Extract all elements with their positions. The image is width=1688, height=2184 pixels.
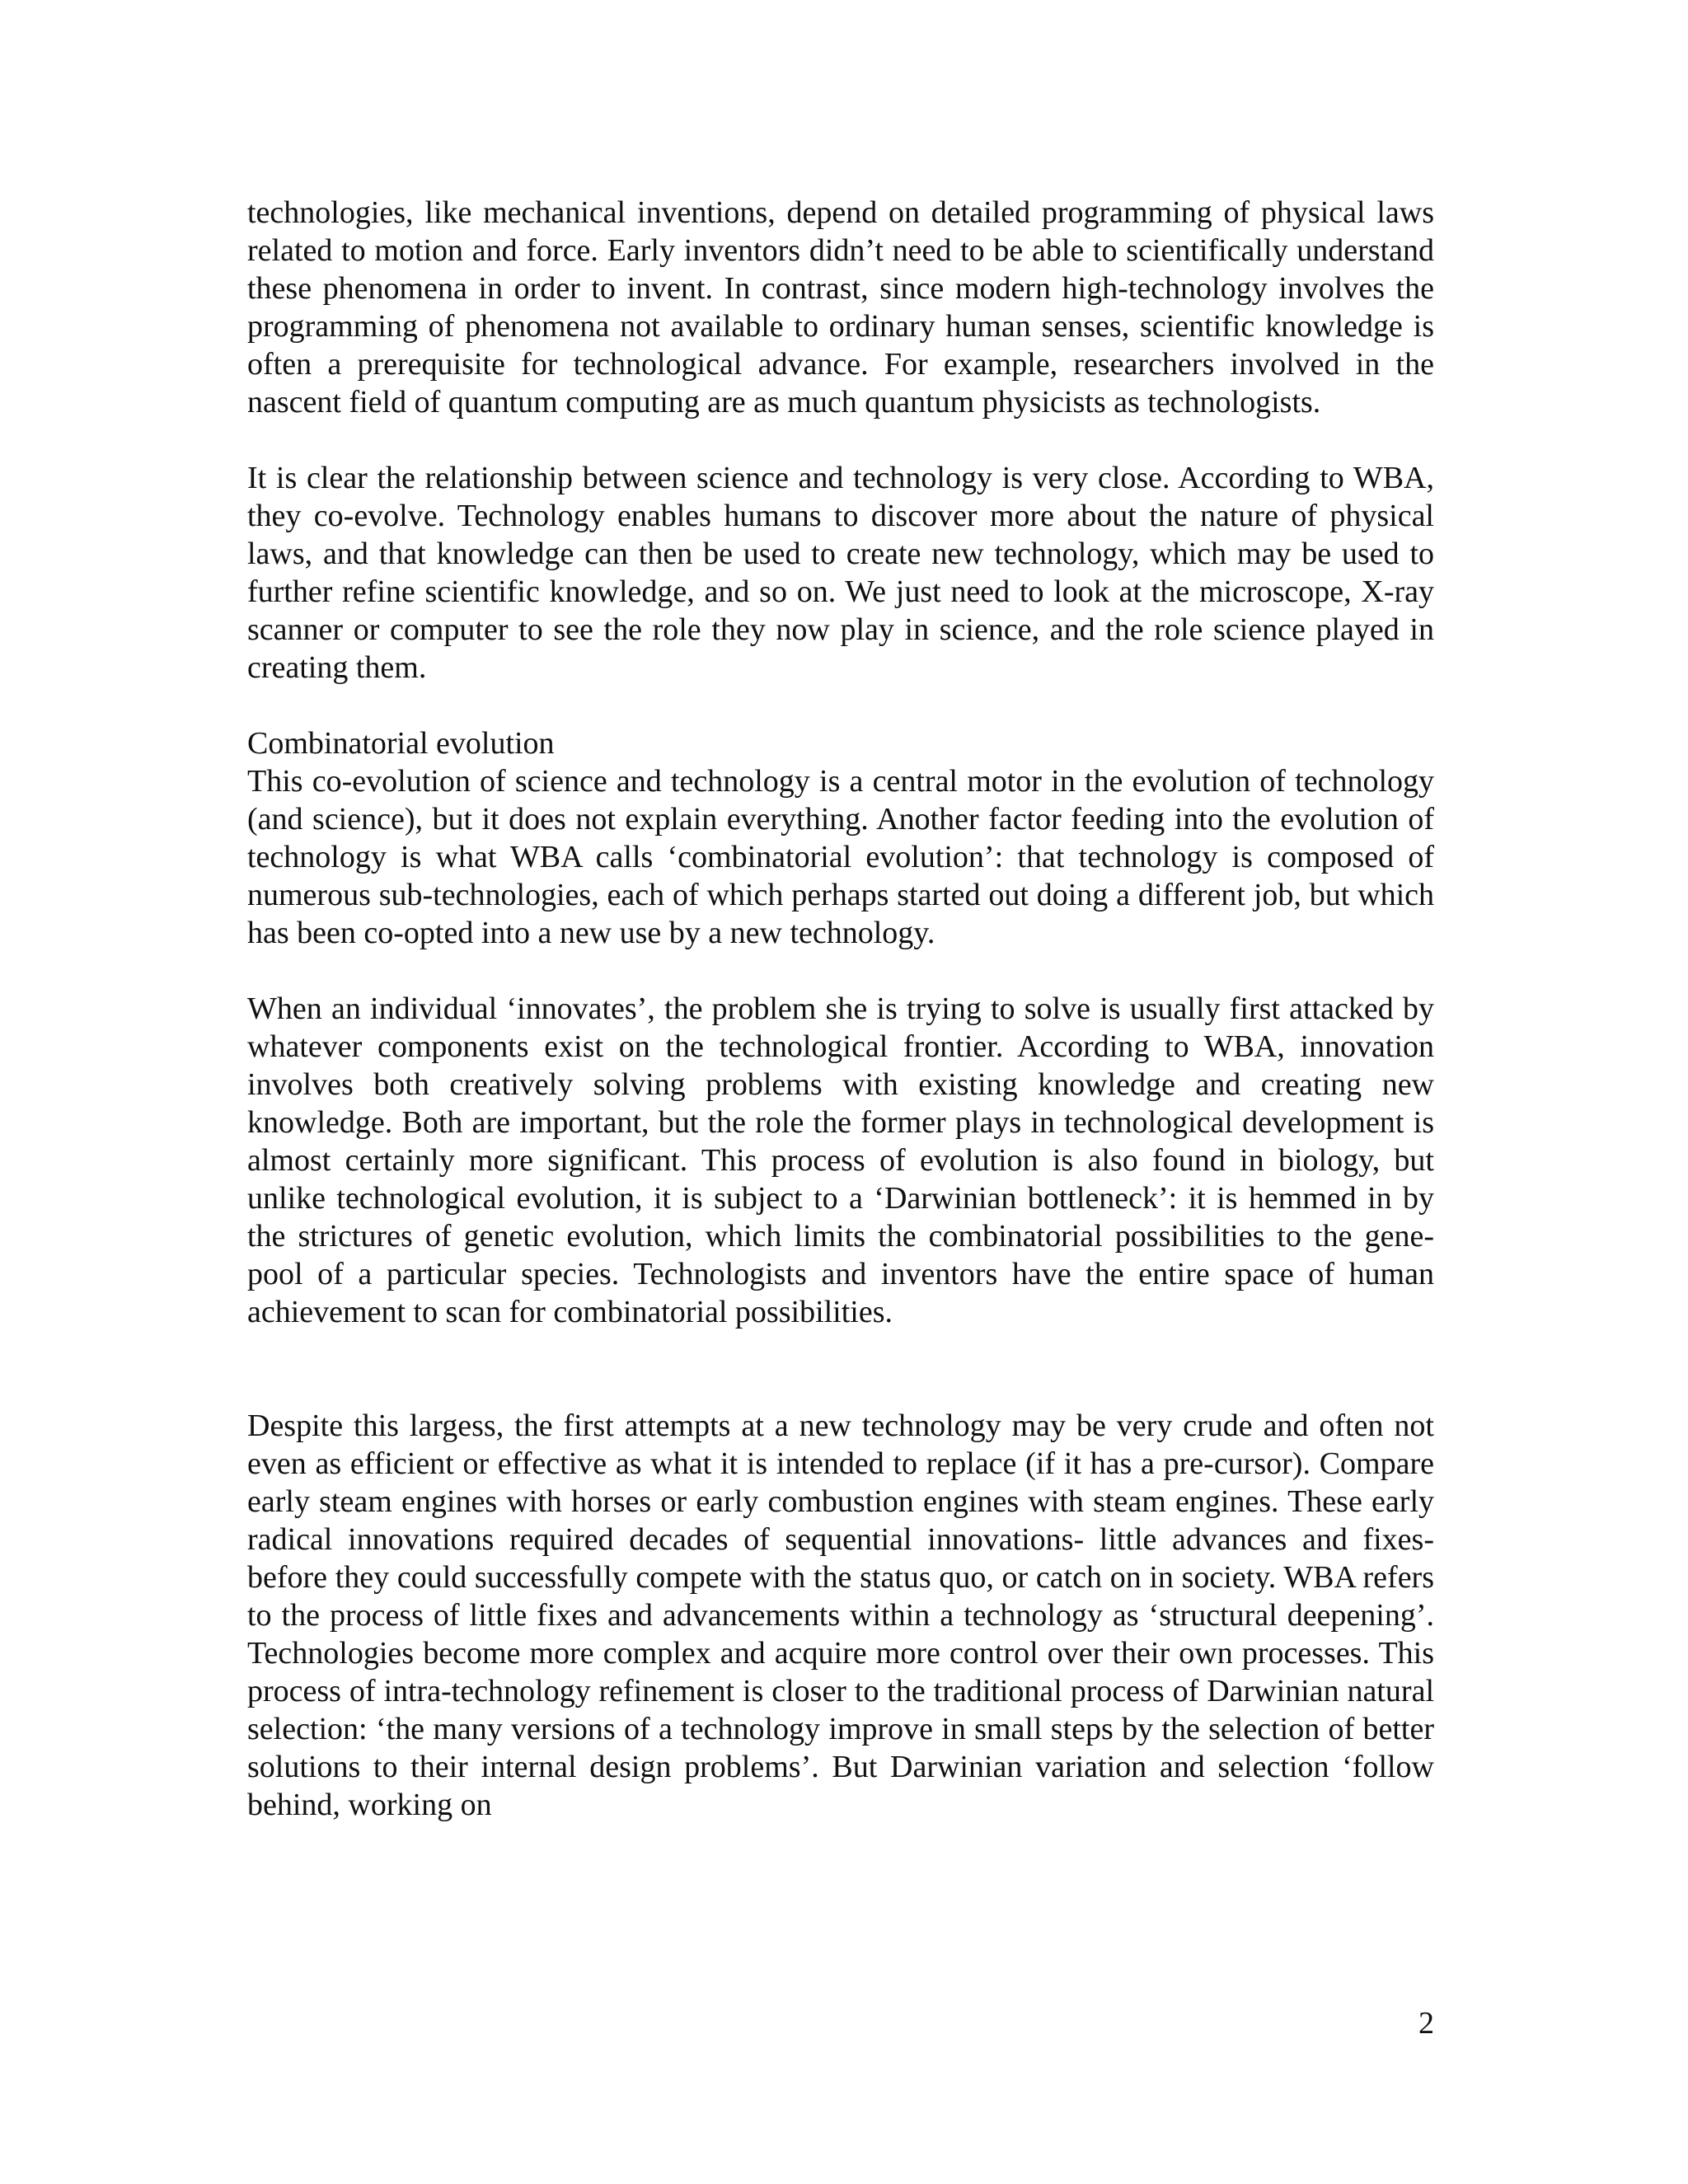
page-number: 2: [1418, 2006, 1434, 2041]
paragraph-combinatorial-evolution: This co-evolution of science and technology is a central motor in the evolution of technology (and science), but it does not explain everything. Another factor feeding into the evolution of technology is what WBA calls ‘combinatorial evolution’: that technology is composed of numerous sub-technologies, each of which perhaps started out doing a different job, but which has been co-opted into a new use by a new technology.: [247, 764, 1434, 950]
paragraph-science-technology-coevolve: It is clear the relationship between science and technology is very close. According to WBA, they co-evolve. Technology enables humans to discover more about the nature of physical laws, and that knowledge can then be used to create new technology, which may be used to further refine scientific knowledge, and so on. We just need to look at the microscope, X-ray scanner or computer to see the role they now play in science, and the role science played in creating them.: [247, 461, 1434, 685]
paragraph-innovation: When an individual ‘innovates’, the problem she is trying to solve is usually first attacked by whatever components exist on the technological frontier. According to WBA, innovation involves both creatively solving problems with existing knowledge and creating new knowledge. Both are important, but the role the former plays in technological development is almost certainly more significant. This process of evolution is also found in biology, but unlike technological evolution, it is subject to a ‘Darwinian bottleneck’: it is hemmed in by the strictures of genetic evolution, which limits the combinatorial possibilities to the gene-pool of a particular species. Technologists and inventors have the entire space of human achievement to scan for combinatorial possibilities.: [247, 991, 1434, 1329]
paragraph-structural-deepening: Despite this largess, the first attempts at a new technology may be very crude and often not even as efficient or effective as what it is intended to replace (if it has a pre-cursor). Compare early steam engines with horses or early combustion engines with steam engines. These early radical innovations required decades of sequential innovations- little advances and fixes- before they could successfully compete with the status quo, or catch on in society. WBA refers to the process of little fixes and advancements within a technology as ‘structural deepening’. Technologies become more complex and acquire more control over their own processes. This process of intra-technology refinement is closer to the traditional process of Darwinian natural selection: ‘the many versions of a technology improve in small steps by the selection of better solutions to their internal design problems’. But Darwinian variation and selection ‘follow behind, working on: [247, 1408, 1434, 1822]
paragraph-quantum-technology: technologies, like mechanical inventions, depend on detailed programming of physical laws related to motion and force. Early inventors didn’t need to be able to scientifically understand these phenomena in order to invent. In contrast, since modern high-technology involves the programming of phenomena not available to ordinary human senses, scientific knowledge is often a prerequisite for technological advance. For example, researchers involved in the nascent field of quantum computing are as much quantum physicists as technologists.: [247, 195, 1434, 419]
section-heading: Combinatorial evolution: [247, 726, 555, 761]
document-body: [247, 194, 1434, 1862]
